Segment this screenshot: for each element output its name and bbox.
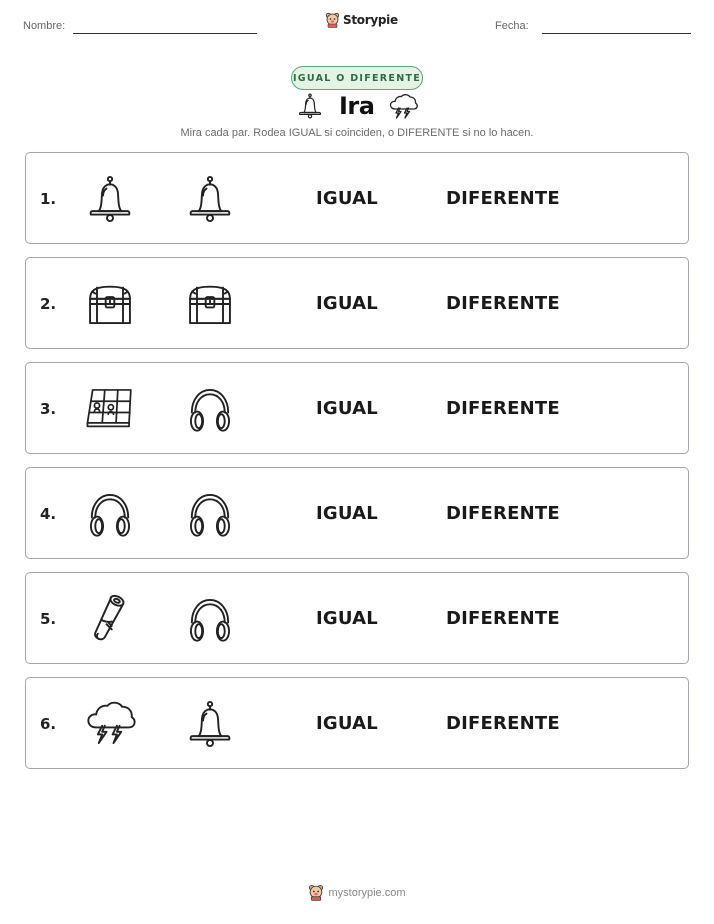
question-number: 6. xyxy=(40,715,57,733)
question-number: 1. xyxy=(40,190,57,208)
instructions-text: Mira cada par. Rodea IGUAL si coinciden, o DIFERENTE si no lo hacen. xyxy=(180,127,534,139)
question-row xyxy=(25,467,689,559)
treasure-chest-icon xyxy=(184,278,236,330)
option-same[interactable]: IGUAL xyxy=(316,503,378,524)
headphones-icon xyxy=(184,488,236,540)
option-same[interactable]: IGUAL xyxy=(316,188,378,209)
brand-logo xyxy=(325,12,398,28)
option-same[interactable]: IGUAL xyxy=(316,398,378,419)
option-same[interactable]: IGUAL xyxy=(316,608,378,629)
page-title: Ira xyxy=(339,92,375,120)
option-same[interactable]: IGUAL xyxy=(316,713,378,734)
brand-name: Storypie xyxy=(343,13,398,27)
option-different[interactable]: DIFERENTE xyxy=(446,713,560,734)
scroll-icon xyxy=(84,593,136,645)
option-different[interactable]: DIFERENTE xyxy=(446,398,560,419)
name-label: Nombre: xyxy=(23,20,66,32)
question-number: 3. xyxy=(40,400,57,418)
question-row xyxy=(25,572,689,664)
storm-cloud-icon xyxy=(388,92,418,127)
question-row xyxy=(25,257,689,349)
option-same[interactable]: IGUAL xyxy=(316,293,378,314)
treasure-chest-icon xyxy=(84,278,136,330)
question-number: 4. xyxy=(40,505,57,523)
board-game-icon xyxy=(84,383,136,435)
question-row xyxy=(25,362,689,454)
name-field-line[interactable] xyxy=(73,33,257,34)
bell-icon xyxy=(84,173,136,225)
bell-icon xyxy=(296,92,324,125)
headphones-icon xyxy=(184,593,236,645)
option-different[interactable]: DIFERENTE xyxy=(446,188,560,209)
headphones-icon xyxy=(84,488,136,540)
title-row xyxy=(0,92,714,124)
option-different[interactable]: DIFERENTE xyxy=(446,293,560,314)
date-field-line[interactable] xyxy=(542,33,691,34)
storm-cloud-icon xyxy=(84,698,136,750)
option-different[interactable]: DIFERENTE xyxy=(446,503,560,524)
question-row xyxy=(25,677,689,769)
bell-icon xyxy=(184,698,236,750)
date-label: Fecha: xyxy=(495,20,529,32)
bear-mascot-icon xyxy=(308,884,324,901)
question-row xyxy=(25,152,689,244)
bell-icon xyxy=(184,173,236,225)
option-different[interactable]: DIFERENTE xyxy=(446,608,560,629)
worksheet-type-badge: IGUAL O DIFERENTE xyxy=(291,66,423,90)
footer xyxy=(0,884,714,901)
question-number: 2. xyxy=(40,295,57,313)
headphones-icon xyxy=(184,383,236,435)
question-number: 5. xyxy=(40,610,57,628)
bear-mascot-icon xyxy=(325,12,340,28)
footer-url[interactable]: mystorypie.com xyxy=(328,886,406,899)
